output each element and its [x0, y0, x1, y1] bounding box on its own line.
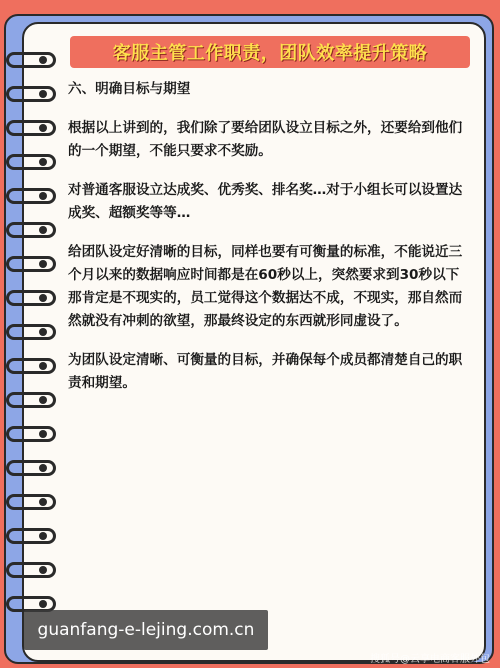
source-credit: 搜狐号@云享电商客服外包 — [370, 654, 490, 665]
spiral-ring — [6, 528, 56, 544]
paragraph: 给团队设定好清晰的目标，同样也要有可衡量的标准，不能说近三个月以来的数据响应时间都是在60秒以上，突然要求到30秒以下那肯定是不现实的，员工觉得这个数据达不成，不现实，那自然而然就没有冲刺的欲望，那最终设定的东西就形同虚设了。 — [68, 244, 463, 329]
spiral-ring — [6, 392, 56, 408]
watermark-overlay — [24, 610, 268, 650]
section-heading: 六、明确目标与期望 — [68, 81, 191, 97]
watermark-text: guanfang-e-lejing.com.cn — [37, 620, 255, 640]
title-banner — [70, 36, 470, 68]
spiral-ring — [6, 86, 56, 102]
paragraph: 对普通客服设立达成奖、优秀奖、排名奖…对于小组长可以设置达成奖、超额奖等等… — [68, 182, 463, 221]
paragraph: 根据以上讲到的，我们除了要给团队设立目标之外，还要给到他们的一个期望，不能只要求不奖励。 — [68, 120, 463, 159]
spiral-ring — [6, 358, 56, 374]
spiral-ring — [6, 426, 56, 442]
paragraph: 为团队设定清晰、可衡量的目标，并确保每个成员都清楚自己的职责和期望。 — [68, 352, 463, 391]
spiral-ring — [6, 460, 56, 476]
spiral-ring — [6, 256, 56, 272]
spiral-ring — [6, 52, 56, 68]
spiral-ring — [6, 290, 56, 306]
spiral-ring — [6, 154, 56, 170]
spiral-ring — [6, 188, 56, 204]
spiral-ring — [6, 222, 56, 238]
spiral-ring — [6, 120, 56, 136]
spiral-ring — [6, 324, 56, 340]
article-body — [68, 78, 472, 411]
spiral-ring — [6, 562, 56, 578]
spiral-ring — [6, 494, 56, 510]
page-title: 客服主管工作职责，团队效率提升策略 — [112, 43, 428, 64]
